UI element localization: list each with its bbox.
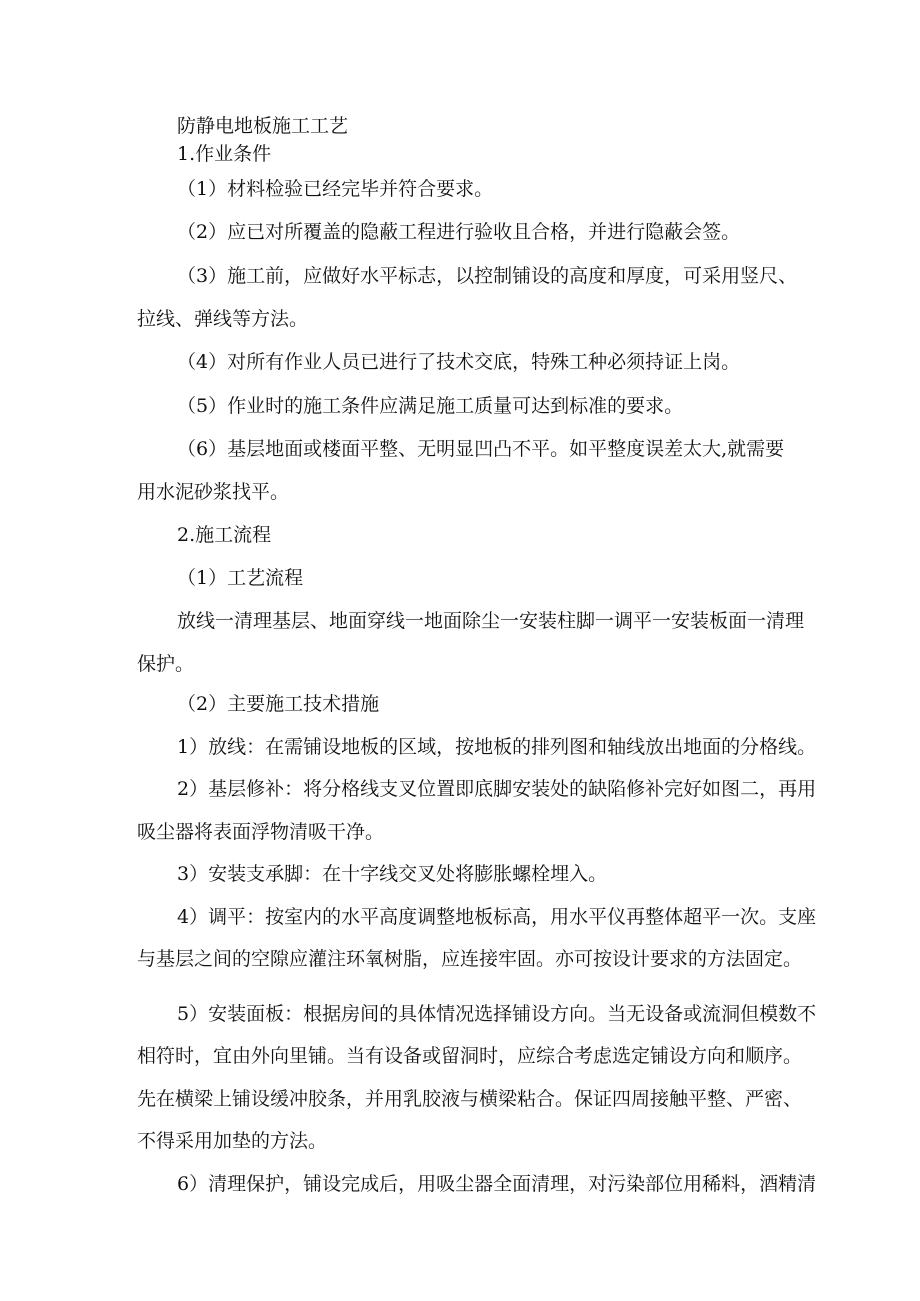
condition-item-6-line-2: 用水泥砂浆找平。 bbox=[137, 481, 290, 503]
section-1-heading: 1.作业条件 bbox=[177, 143, 272, 165]
step-1: 1）放线：在需铺设地板的区域，按地板的排列图和轴线放出地面的分格线。 bbox=[177, 736, 817, 758]
condition-item-3-line-1: （3）施工前，应做好水平标志，以控制铺设的高度和厚度，可采用竖尺、 bbox=[177, 265, 798, 287]
condition-item-6-line-1: （6）基层地面或楼面平整、无明显凹凸不平。如平整度误差太大,就需要 bbox=[177, 438, 785, 460]
subsection-2-heading: （2）主要施工技术措施 bbox=[177, 693, 380, 715]
step-6-line-1: 6）清理保护，铺设完成后，用吸尘器全面清理，对污染部位用稀料，酒精清 bbox=[177, 1173, 817, 1195]
step-4-line-2: 与基层之间的空隙应灌注环氧树脂，应连接牢固。亦可按设计要求的方法固定。 bbox=[137, 948, 803, 970]
condition-item-3-line-2: 拉线、弹线等方法。 bbox=[137, 308, 309, 330]
condition-item-5: （5）作业时的施工条件应满足施工质量可达到标准的要求。 bbox=[177, 395, 684, 417]
step-4-line-1: 4）调平：按室内的水平高度调整地板标高，用水平仪再整体超平一次。支座 bbox=[177, 906, 817, 928]
step-3: 3）安装支承脚：在十字线交叉处将膨胀螺栓埋入。 bbox=[177, 863, 608, 885]
condition-item-1: （1）材料检验已经完毕并符合要求。 bbox=[177, 178, 494, 200]
step-5-line-3: 先在横梁上铺设缓冲胶条，并用乳胶液与横梁粘合。保证四周接触平整、严密、 bbox=[137, 1088, 803, 1110]
condition-item-4: （4）对所有作业人员已进行了技术交底，特殊工种必须持证上岗。 bbox=[177, 351, 741, 373]
step-5-line-4: 不得采用加垫的方法。 bbox=[137, 1130, 328, 1152]
process-flow-line-1: 放线一清理基层、地面穿线一地面除尘一安装柱脚一调平一安装板面一清理 bbox=[177, 610, 805, 632]
document-title: 防静电地板施工工艺 bbox=[177, 115, 349, 137]
step-2-line-1: 2）基层修补：将分格线支叉位置即底脚安装处的缺陷修补完好如图二，再用 bbox=[177, 778, 817, 800]
step-5-line-1: 5）安装面板：根据房间的具体情况选择铺设方向。当无设备或流洞但模数不 bbox=[177, 1003, 817, 1025]
step-2-line-2: 吸尘器将表面浮物清吸干净。 bbox=[137, 821, 385, 843]
step-5-line-2: 相符时，宜由外向里铺。当有设备或留洞时，应综合考虑选定铺设方向和顺序。 bbox=[137, 1045, 803, 1067]
process-flow-line-2: 保护。 bbox=[137, 653, 195, 675]
condition-item-2: （2）应已对所覆盖的隐蔽工程进行验收且合格，并进行隐蔽会签。 bbox=[177, 221, 741, 243]
subsection-1-heading: （1）工艺流程 bbox=[177, 567, 304, 589]
section-2-heading: 2.施工流程 bbox=[177, 524, 272, 546]
